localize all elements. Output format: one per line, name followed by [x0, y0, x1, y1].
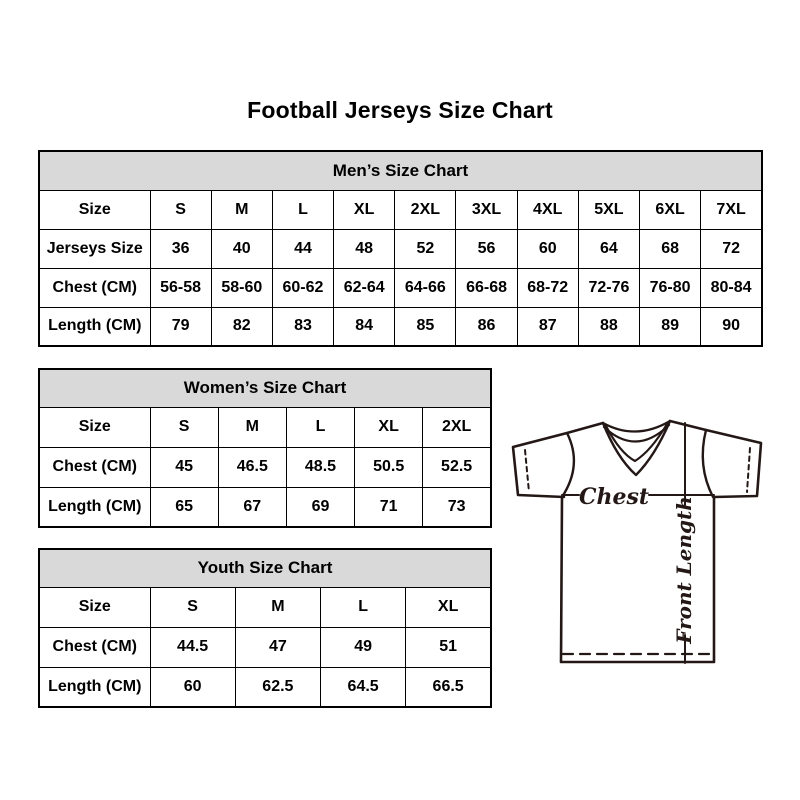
page-title: Football Jerseys Size Chart — [247, 97, 553, 123]
jersey-measurement-diagram — [505, 403, 777, 671]
value-cell: 86 — [456, 307, 517, 346]
value-cell: 84 — [334, 307, 395, 346]
value-cell: 58-60 — [211, 268, 272, 307]
value-cell: 49 — [321, 627, 406, 667]
value-cell: 52 — [395, 229, 456, 268]
value-cell: 73 — [423, 487, 491, 527]
jersey-right-armhole-seam — [703, 430, 713, 497]
table-row — [39, 587, 491, 627]
womens-table-header — [39, 369, 491, 407]
womens-size-table — [38, 368, 492, 528]
row-header-cell: Jerseys Size — [39, 229, 150, 268]
value-cell: 72 — [701, 229, 762, 268]
value-cell: 47 — [235, 627, 320, 667]
youth-size-table — [38, 548, 492, 708]
row-header-cell: Length (CM) — [39, 307, 150, 346]
table-row — [39, 307, 762, 346]
value-cell: 65 — [150, 487, 218, 527]
value-cell: 89 — [640, 307, 701, 346]
table-title: Men’s Size Chart — [39, 151, 762, 190]
table-title: Youth Size Chart — [39, 549, 491, 587]
value-cell: 67 — [218, 487, 286, 527]
jersey-vneck-outer-line — [603, 421, 670, 475]
jersey-collar-back-arc-1 — [603, 421, 670, 432]
value-cell: 83 — [272, 307, 333, 346]
table-row — [39, 407, 491, 447]
table-row — [39, 268, 762, 307]
value-cell: 62-64 — [334, 268, 395, 307]
value-cell: 68-72 — [517, 268, 578, 307]
value-cell: S — [150, 407, 218, 447]
table-row — [39, 190, 762, 229]
jersey-left-cuff-dashed-line — [525, 450, 529, 492]
value-cell: 5XL — [578, 190, 639, 229]
jersey-right-cuff-dashed-line — [747, 448, 750, 492]
value-cell: L — [272, 190, 333, 229]
front-length-label: Front Length — [672, 496, 696, 644]
table-row — [39, 447, 491, 487]
womens-table-body — [39, 407, 491, 527]
value-cell: M — [235, 587, 320, 627]
value-cell: 85 — [395, 307, 456, 346]
value-cell: 60 — [517, 229, 578, 268]
value-cell: 71 — [355, 487, 423, 527]
table-row — [39, 627, 491, 667]
value-cell: 3XL — [456, 190, 517, 229]
value-cell: 80-84 — [701, 268, 762, 307]
value-cell: 44 — [272, 229, 333, 268]
value-cell: XL — [355, 407, 423, 447]
jersey-left-armhole-seam — [562, 433, 574, 497]
value-cell: 76-80 — [640, 268, 701, 307]
value-cell: 46.5 — [218, 447, 286, 487]
value-cell: M — [218, 407, 286, 447]
value-cell: L — [321, 587, 406, 627]
table-title-row — [39, 549, 491, 587]
value-cell: 72-76 — [578, 268, 639, 307]
value-cell: 48.5 — [286, 447, 354, 487]
value-cell: 64 — [578, 229, 639, 268]
value-cell: 36 — [150, 229, 211, 268]
value-cell: L — [286, 407, 354, 447]
value-cell: 51 — [406, 627, 491, 667]
value-cell: 45 — [150, 447, 218, 487]
value-cell: 69 — [286, 487, 354, 527]
value-cell: 64.5 — [321, 667, 406, 707]
mens-table-body — [39, 190, 762, 346]
youth-table-header — [39, 549, 491, 587]
value-cell: M — [211, 190, 272, 229]
row-header-cell: Size — [39, 587, 150, 627]
value-cell: 79 — [150, 307, 211, 346]
table-row — [39, 487, 491, 527]
row-header-cell: Chest (CM) — [39, 268, 150, 307]
table-row — [39, 229, 762, 268]
value-cell: 4XL — [517, 190, 578, 229]
value-cell: 88 — [578, 307, 639, 346]
value-cell: 68 — [640, 229, 701, 268]
chest-label: Chest — [578, 484, 650, 510]
mens-size-table — [38, 150, 763, 347]
value-cell: 90 — [701, 307, 762, 346]
youth-table-body — [39, 587, 491, 707]
value-cell: 66.5 — [406, 667, 491, 707]
value-cell: 52.5 — [423, 447, 491, 487]
value-cell: 6XL — [640, 190, 701, 229]
value-cell: 56 — [456, 229, 517, 268]
value-cell: S — [150, 587, 235, 627]
value-cell: S — [150, 190, 211, 229]
value-cell: 82 — [211, 307, 272, 346]
value-cell: 44.5 — [150, 627, 235, 667]
mens-table-header — [39, 151, 762, 190]
row-header-cell: Size — [39, 190, 150, 229]
value-cell: 64-66 — [395, 268, 456, 307]
table-row — [39, 667, 491, 707]
value-cell: 60-62 — [272, 268, 333, 307]
row-header-cell: Length (CM) — [39, 667, 150, 707]
value-cell: 60 — [150, 667, 235, 707]
value-cell: 48 — [334, 229, 395, 268]
value-cell: 66-68 — [456, 268, 517, 307]
value-cell: XL — [334, 190, 395, 229]
value-cell: 40 — [211, 229, 272, 268]
table-title: Women’s Size Chart — [39, 369, 491, 407]
row-header-cell: Chest (CM) — [39, 447, 150, 487]
row-header-cell: Length (CM) — [39, 487, 150, 527]
value-cell: 62.5 — [235, 667, 320, 707]
value-cell: 87 — [517, 307, 578, 346]
value-cell: XL — [406, 587, 491, 627]
value-cell: 2XL — [423, 407, 491, 447]
value-cell: 7XL — [701, 190, 762, 229]
table-title-row — [39, 151, 762, 190]
value-cell: 50.5 — [355, 447, 423, 487]
row-header-cell: Chest (CM) — [39, 627, 150, 667]
value-cell: 2XL — [395, 190, 456, 229]
value-cell: 56-58 — [150, 268, 211, 307]
row-header-cell: Size — [39, 407, 150, 447]
table-title-row — [39, 369, 491, 407]
